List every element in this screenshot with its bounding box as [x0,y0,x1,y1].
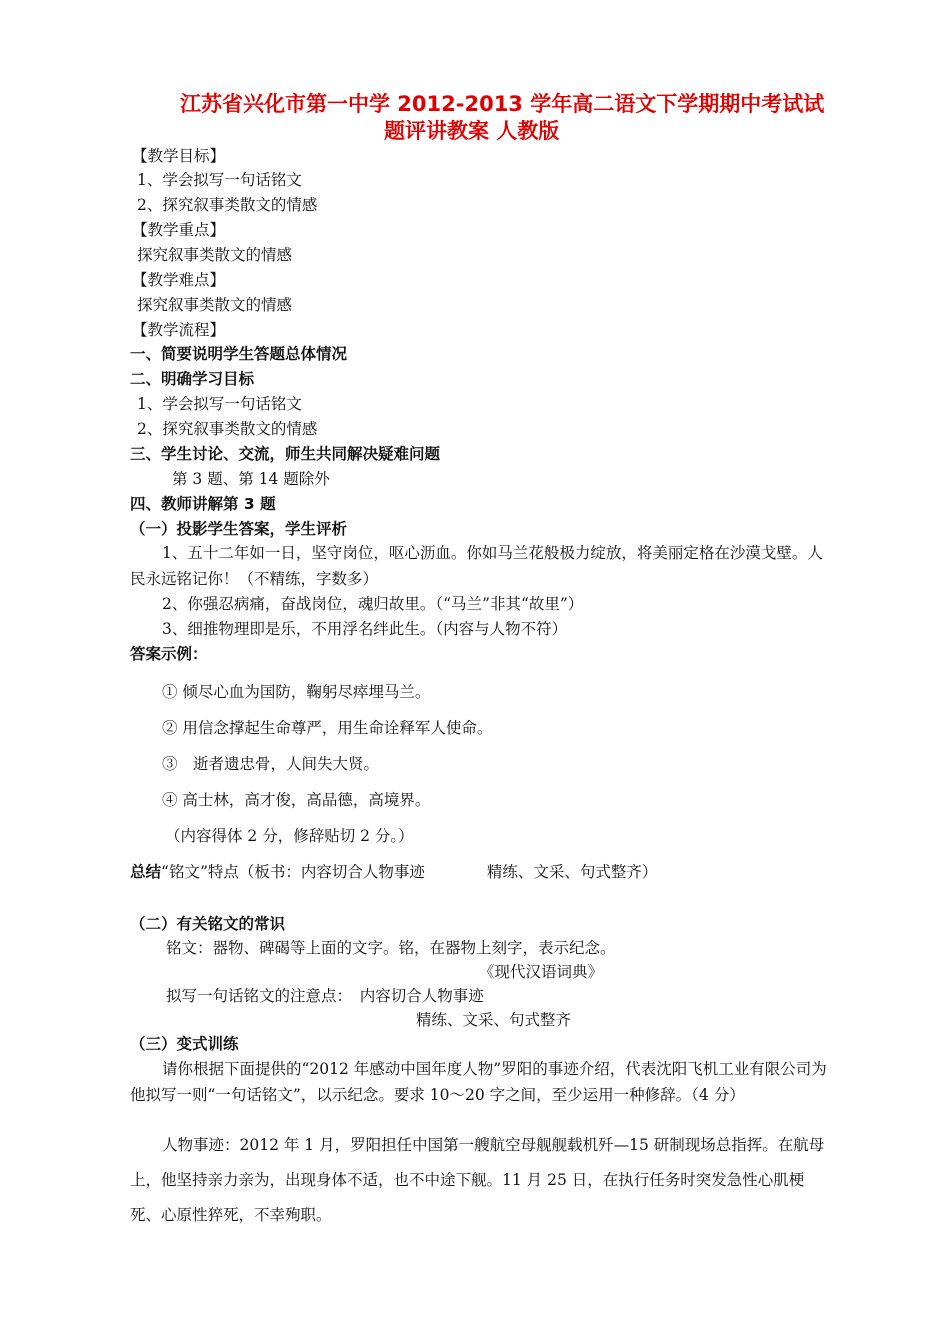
student-answer-2: 2、你强忍病痛，奋战岗位，魂归故里。（“马兰”非其“故里”） [162,595,584,613]
answer-example-4: ④ 高士林，高才俊，高品德，高境界。 [162,791,431,809]
writing-notes: 拟写一句话铭文的注意点： 内容切合人物事迹 [166,987,484,1005]
summary-label: 总结 [130,863,162,881]
summary-line [130,862,657,882]
student-answer-3: 3、细推物理即是乐，不用浮名绊此生。（内容与人物不符） [162,620,568,638]
key-heading: 【教学重点】 [132,221,226,239]
training-task: 请你根据下面提供的“2012 年感动中国年度人物”罗阳的事迹介绍，代表沈阳飞机工业有限公司为他拟写一则“一句话铭文”，以示纪念。要求 10～20 字之间，至少运用一种修辞。（4 分） [130,1060,827,1104]
answer-example-1: ① 倾尽心血为国防，鞠躬尽瘁埋马兰。 [162,683,431,701]
writing-notes-2: 精练、文采、句式整齐 [416,1011,572,1029]
goal-item-2: 2、探究叙事类散文的情感 [137,196,318,214]
doc-title-line1: 江苏省兴化市第一中学 2012-2013 学年高二语文下学期期中考试试 [180,92,825,116]
step-1: 一、简要说明学生答题总体情况 [130,345,348,363]
dictionary-source: 《现代汉语词典》 [479,963,604,981]
goal-item-1: 1、学会拟写一句话铭文 [137,171,302,189]
answer-example-2: ② 用信念撑起生命尊严，用生命诠释军人使命。 [162,719,493,737]
answer-example-3: ③ 逝者遗忠骨，人间失大贤。 [162,755,380,773]
answer-heading: 答案示例： [130,645,208,663]
difficulty-heading: 【教学难点】 [132,271,226,289]
step-2: 二、明确学习目标 [130,370,255,388]
inscription-definition: 铭文：器物、碑碣等上面的文字。铭，在器物上刻字，表示纪念。 [166,939,616,957]
answer-score: （内容得体 2 分，修辞贴切 2 分。） [165,827,414,845]
goal-heading: 【教学目标】 [132,147,226,165]
step-3-note: 第 3 题、第 14 题除外 [172,470,330,488]
step-2-item-1: 1、学会拟写一句话铭文 [137,395,302,413]
summary-text: “铭文”特点（板书：内容切合人物事迹 精练、文采、句式整齐） [161,863,658,881]
doc-title-line2: 题评讲教案 人教版 [384,119,560,143]
step-4: 四、教师讲解第 3 题 [130,495,276,513]
step-3: 三、学生讨论、交流，师生共同解决疑难问题 [130,445,441,463]
sub2-heading: （二）有关铭文的常识 [130,915,286,933]
difficulty-text: 探究叙事类散文的情感 [137,296,293,314]
key-text: 探究叙事类散文的情感 [137,246,293,264]
student-answer-1: 1、五十二年如一日，坚守岗位，呕心沥血。你如马兰花般极力绽放，将美丽定格在沙漠戈壁。人民永远铭记你！（不精练，字数多） [130,544,823,588]
sub1-heading: （一）投影学生答案，学生评析 [130,520,348,538]
person-story: 人物事迹：2012 年 1 月，罗阳担任中国第一艘航空母舰舰载机歼—15 研制现场总指挥。在航母上，他坚持亲力亲为，出现身体不适，也不中途下舰。11 月 25 日，在执行任务时突发急性心肌梗死、心原性猝死，不幸殉职。 [130,1136,825,1224]
process-heading: 【教学流程】 [132,321,226,339]
step-2-item-2: 2、探究叙事类散文的情感 [137,420,318,438]
sub3-heading: （三）变式训练 [130,1035,239,1053]
